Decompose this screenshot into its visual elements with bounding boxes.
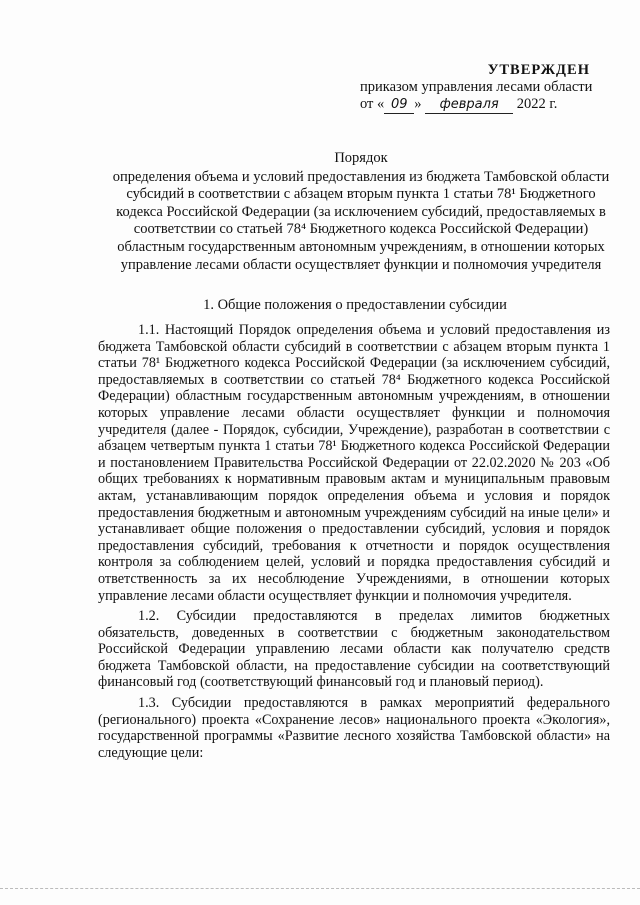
title-name: Порядок bbox=[334, 150, 388, 166]
date-mid: » bbox=[414, 96, 422, 112]
date-day-handwritten: 09 bbox=[384, 96, 414, 114]
paragraph-1-3: 1.3. Субсидии предоставляются в рамках мероприятий федерального (регионального) проекта «Сохранение лесов» национального проекта «Экология», государственной программы «Развитие лесного хозяйства Тамбовской области» на следующие цели: bbox=[98, 695, 610, 761]
approval-order-line: приказом управления лесами области bbox=[360, 79, 593, 95]
document-title bbox=[112, 150, 610, 274]
section-body bbox=[98, 322, 610, 765]
section-heading: 1. Общие положения о предоставлении субсидии bbox=[203, 297, 507, 313]
approval-block bbox=[360, 62, 610, 114]
paragraph-1-2: 1.2. Субсидии предоставляются в пределах лимитов бюджетных обязательств, доведенных в соответствии с бюджетным законодательством Российской Федерации управлению лесами области как получателю средств бюджета Тамбовской области, на предоставление субсидии на соответствующий финансовый год (соответствующий финансовый год и плановый период). bbox=[98, 608, 610, 691]
paragraph-1-1: 1.1. Настоящий Порядок определения объема и условий предоставления из бюджета Тамбовской области субсидий в соответствии с абзацем вторым пункта 1 статьи 78¹ Бюджетного кодекса Российской Федерации (за исключением субсидий, предоставляемых в соответствии со статьей 78⁴ Бюджетного кодекса Российской Федерации) областным государственным автономным учреждениям, в отношении которых управление лесами области осуществляет функции и полномочия учредителя (далее - Порядок, субсидии, Учреждение), разработан в соответствии с абзацем четвертым пункта 1 статьи 78¹ Бюджетного кодекса Российской Федерации и постановлением Правительства Российской Федерации от 22.02.2020 № 203 «Об общих требованиях к нормативным правовым актам и муниципальным правовым актам, устанавливающим порядок определения объема и условия и порядок предоставления бюджетным и автономным учреждениям субсидий на иные цели» и устанавливает общие положения о предоставлении субсидий, условия и порядок предоставления субсидий, требования к отчетности и порядок осуществления контроля за соблюдением целей, условий и порядка предоставления субсидий и ответственность за их несоблюдение Учреждениями, в отношении которых управление лесами области осуществляет функции и полномочия учредителя. bbox=[98, 322, 610, 604]
scan-edge-line bbox=[0, 888, 640, 889]
approval-date-line bbox=[360, 96, 610, 114]
date-year: 2022 г. bbox=[516, 96, 558, 112]
date-month-handwritten: февраля bbox=[425, 96, 513, 114]
date-prefix: от « bbox=[360, 96, 385, 112]
approval-title: УТВЕРЖДЕН bbox=[487, 62, 590, 78]
title-text: определения объема и условий предоставления из бюджета Тамбовской области субсидий в соответствии с абзацем вторым пункта 1 статьи 78¹ Бюджетного кодекса Российской Федерации (за исключением субсидий, предоставляемых в соответствии со статьей 78⁴ Бюджетного кодекса Российской Федерации) областным государственным автономным учреждениям, в отношении которых управление лесами области осуществляет функции и полномочия учредителя bbox=[112, 168, 610, 273]
